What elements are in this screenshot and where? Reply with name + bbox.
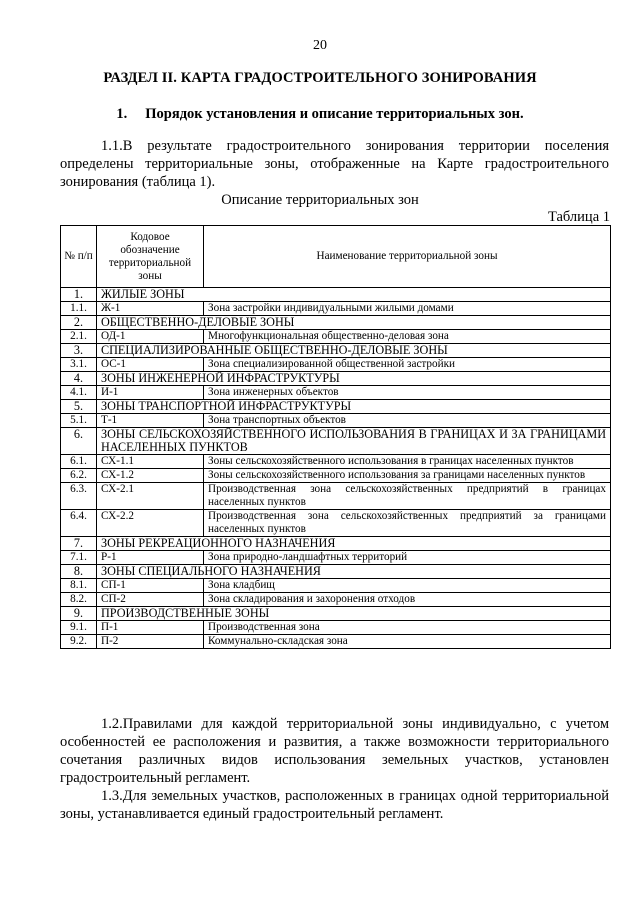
zone-row — [61, 330, 611, 344]
header-name: Наименование территориальной зоны — [204, 226, 611, 288]
zone-code: ОД-1 — [97, 330, 204, 344]
zone-code: СП-1 — [97, 579, 204, 593]
section-title: РАЗДЕЛ II. КАРТА ГРАДОСТРОИТЕЛЬНОГО ЗОНИРОВАНИЯ — [103, 70, 537, 86]
row-number: 4.1. — [61, 386, 97, 400]
zone-code: П-1 — [97, 621, 204, 635]
table-caption: Описание территориальных зон — [221, 192, 419, 208]
subsection-number: 1. — [116, 106, 128, 122]
zone-row — [61, 386, 611, 400]
zone-code: СХ-1.2 — [97, 469, 204, 483]
zone-group-row — [61, 565, 611, 579]
zone-name: Зона специализированной общественной застройки — [204, 358, 611, 372]
zone-group-name: ЗОНЫ РЕКРЕАЦИОННОГО НАЗНАЧЕНИЯ — [97, 537, 611, 551]
row-number: 9.2. — [61, 635, 97, 649]
zone-group-name: ЗОНЫ СПЕЦИАЛЬНОГО НАЗНАЧЕНИЯ — [97, 565, 611, 579]
header-code: Кодовое обозначение территориальной зоны — [97, 226, 204, 288]
row-number: 4. — [61, 372, 97, 386]
zone-group-name: ЗОНЫ СЕЛЬСКОХОЗЯЙСТВЕННОГО ИСПОЛЬЗОВАНИЯ В ГРАНИЦАХ И ЗА ГРАНИЦАМИ НАСЕЛЕННЫХ ПУНКТОВ — [97, 428, 611, 455]
zone-code: СХ-1.1 — [97, 455, 204, 469]
zone-row — [61, 414, 611, 428]
zone-name: Производственная зона сельскохозяйственных предприятий за границами населенных пунктов — [204, 510, 611, 537]
row-number: 2. — [61, 316, 97, 330]
row-number: 9.1. — [61, 621, 97, 635]
zone-code: СП-2 — [97, 593, 204, 607]
row-number: 6.2. — [61, 469, 97, 483]
zone-name: Коммунально-складская зона — [204, 635, 611, 649]
zone-row — [61, 593, 611, 607]
zone-group-name: ЖИЛЫЕ ЗОНЫ — [97, 288, 611, 302]
row-number: 1.1. — [61, 302, 97, 316]
zone-name: Зона застройки индивидуальными жилыми домами — [204, 302, 611, 316]
zone-code: ОС-1 — [97, 358, 204, 372]
row-number: 5.1. — [61, 414, 97, 428]
zone-group-row — [61, 607, 611, 621]
zone-row — [61, 358, 611, 372]
zone-group-row — [61, 372, 611, 386]
row-number: 6. — [61, 428, 97, 455]
zone-name: Производственная зона — [204, 621, 611, 635]
zone-code: Т-1 — [97, 414, 204, 428]
zone-group-name: ЗОНЫ ТРАНСПОРТНОЙ ИНФРАСТРУКТУРЫ — [97, 400, 611, 414]
row-number: 8.2. — [61, 593, 97, 607]
zone-group-row — [61, 428, 611, 455]
row-number: 5. — [61, 400, 97, 414]
zone-row — [61, 455, 611, 469]
zone-group-row — [61, 344, 611, 358]
zone-row — [61, 551, 611, 565]
row-number: 6.1. — [61, 455, 97, 469]
zone-code: Р-1 — [97, 551, 204, 565]
zone-group-row — [61, 400, 611, 414]
zone-group-name: ОБЩЕСТВЕННО-ДЕЛОВЫЕ ЗОНЫ — [97, 316, 611, 330]
paragraph-2: 1.2.Правилами для каждой территориальной зоны индивидуально, с учетом особенностей ее расположения и развития, а также возможности территориального сочетания различных видов использования земельных участков, установлен градостроительный регламент. — [60, 716, 609, 786]
zone-name: Зона складирования и захоронения отходов — [204, 593, 611, 607]
zone-code: СХ-2.2 — [97, 510, 204, 537]
zone-group-name: ЗОНЫ ИНЖЕНЕРНОЙ ИНФРАСТРУКТУРЫ — [97, 372, 611, 386]
zone-row — [61, 483, 611, 510]
row-number: 8.1. — [61, 579, 97, 593]
zones-table — [60, 225, 611, 649]
paragraph-3: 1.3.Для земельных участков, расположенных в границах одной территориальной зоны, устанавливается единый градостроительный регламент. — [60, 788, 609, 822]
zone-group-row — [61, 537, 611, 551]
row-number: 1. — [61, 288, 97, 302]
row-number: 3.1. — [61, 358, 97, 372]
table-body — [61, 288, 611, 649]
zone-group-row — [61, 288, 611, 302]
zone-name: Зона природно-ландшафтных территорий — [204, 551, 611, 565]
zone-row — [61, 579, 611, 593]
zone-row — [61, 469, 611, 483]
zone-name: Зона кладбищ — [204, 579, 611, 593]
zone-name: Производственная зона сельскохозяйственных предприятий в границах населенных пунктов — [204, 483, 611, 510]
zone-code: Ж-1 — [97, 302, 204, 316]
row-number: 6.4. — [61, 510, 97, 537]
zone-row — [61, 510, 611, 537]
table-header-row — [61, 226, 611, 288]
zone-row — [61, 621, 611, 635]
zone-code: И-1 — [97, 386, 204, 400]
row-number: 8. — [61, 565, 97, 579]
row-number: 9. — [61, 607, 97, 621]
table-label: Таблица 1 — [547, 209, 610, 225]
zone-group-name: ПРОИЗВОДСТВЕННЫЕ ЗОНЫ — [97, 607, 611, 621]
zone-name: Зоны сельскохозяйственного использования в границах населенных пунктов — [204, 455, 611, 469]
paragraph-1: 1.1.В результате градостроительного зонирования территории поселения определены территориальные зоны, отображенные на Карте градостроительного зонирования (таблица 1). — [60, 138, 609, 190]
zone-row — [61, 302, 611, 316]
row-number: 3. — [61, 344, 97, 358]
zone-code: П-2 — [97, 635, 204, 649]
subsection-title-text: Порядок установления и описание территориальных зон. — [145, 106, 524, 122]
zone-name: Зоны сельскохозяйственного использования за границами населенных пунктов — [204, 469, 611, 483]
zone-group-row — [61, 316, 611, 330]
zone-name: Многофункциональная общественно-деловая зона — [204, 330, 611, 344]
subsection-title — [0, 106, 640, 123]
zone-name: Зона инженерных объектов — [204, 386, 611, 400]
row-number: 6.3. — [61, 483, 97, 510]
zone-group-name: СПЕЦИАЛИЗИРОВАННЫЕ ОБЩЕСТВЕННО-ДЕЛОВЫЕ ЗОНЫ — [97, 344, 611, 358]
row-number: 7.1. — [61, 551, 97, 565]
zone-row — [61, 635, 611, 649]
zone-code: СХ-2.1 — [97, 483, 204, 510]
row-number: 7. — [61, 537, 97, 551]
page-number: 20 — [313, 38, 327, 53]
zone-name: Зона транспортных объектов — [204, 414, 611, 428]
row-number: 2.1. — [61, 330, 97, 344]
header-num: № п/п — [61, 226, 97, 288]
